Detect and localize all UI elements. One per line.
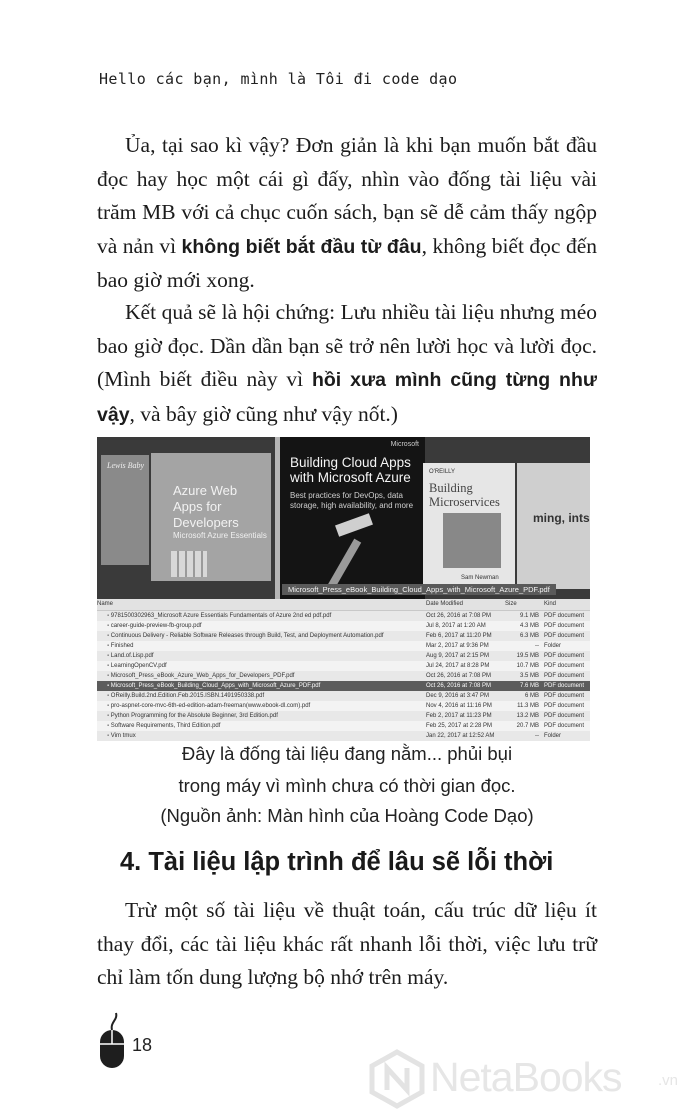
book-4-title: Building Microservices [429,481,500,509]
paragraph-2-bold: hồi xưa mình cũng từng như vậy [97,369,597,426]
computer-mouse-icon [98,1012,126,1070]
file-size: 3.5 MB [519,673,539,679]
hammer-icon [335,513,373,537]
finder-column-header [97,599,590,611]
column-name-header: Name [97,601,114,607]
paragraph-2-text-a: Kết quả sẽ là hội chứng: Lưu nhiều tài liệu nhưng méo bao giờ đọc. Dần dần bạn sẽ trở nên lười học và lười đọc. (Mình biết điều này vì [97,300,597,391]
file-row[interactable] [97,631,590,641]
book-4-publisher: O'REILLY [429,469,456,475]
file-row[interactable] [97,721,590,731]
file-row[interactable] [97,701,590,711]
file-row[interactable] [97,661,590,671]
section-heading: 4. Tài liệu lập trình để lâu sẽ lỗi thời [120,848,554,876]
file-kind: PDF document [544,653,585,659]
file-kind: PDF document [544,623,585,629]
file-size: 4.3 MB [519,623,539,629]
book-3-publisher: Microsoft [390,441,419,448]
finder-file-list [97,599,590,739]
file-date-modified: Jan 22, 2017 at 12:52 AM [426,733,495,739]
book-2-title: Azure Web Apps for Developers [173,483,239,530]
file-size: 9.1 MB [519,613,539,619]
file-size: 19.5 MB [516,653,539,659]
file-name: ▪ Microsoft_Press_eBook_Building_Cloud_Apps_with_Microsoft_Azure_PDF.pdf [107,681,417,691]
file-date-modified: Oct 26, 2016 at 7:08 PM [426,683,492,689]
running-header: Hello các bạn, mình là Tôi đi code dạo [99,70,458,88]
paragraph-1-bold: không biết bắt đầu từ đâu [181,235,422,258]
file-name: ▪ LearningOpenCV.pdf [107,661,417,671]
file-size: -- [535,733,539,739]
paragraph-1-text-b: , không biết đọc đến bao giờ mới xong. [97,233,598,292]
paragraph-1-text-a: Ủa, tại sao kì vậy? Đơn giản là khi bạn muốn bắt đầu đọc hay học một cái gì đấy, nhìn vào đống tài liệu vài trăm MB với cả chục cuốn sách, bạn sẽ dễ cảm thấy ngộp và nản vì [97,133,597,258]
file-row[interactable] [97,641,590,651]
file-kind: PDF document [544,633,585,639]
book-cover-azure-web-apps [151,453,271,581]
file-size: 6.3 MB [519,633,539,639]
file-row[interactable] [97,681,590,691]
netabooks-watermark [368,1046,700,1116]
file-kind: Folder [544,733,562,739]
file-size: 20.7 MB [516,723,539,729]
file-size: 7.6 MB [519,683,539,689]
paragraph-3: Trừ một số tài liệu về thuật toán, cấu trúc dữ liệu ít thay đổi, các tài liệu khác rất nhanh lỗi thời, việc lưu trữ chỉ làm tốn dung lượng bộ nhớ trên máy. [97,898,597,989]
file-date-modified: Mar 2, 2017 at 9:36 PM [426,643,489,649]
book-cover-5 [517,463,590,589]
book-4-author: Sam Newman [461,575,499,581]
file-date-modified: Feb 6, 2017 at 11:20 PM [426,633,492,639]
caption-line-1: Đây là đống tài liệu đang nằm... phủi bụi [181,743,513,764]
paragraph-2-text-b: , và bây giờ cũng như vậy nốt.) [129,401,398,426]
book-cover-1 [101,455,149,565]
file-date-modified: Jul 24, 2017 at 8:28 PM [426,663,490,669]
file-name: ▪ OReilly.Build.2nd.Edition.Feb.2015.ISBN.1491950338.pdf [107,691,417,701]
file-name: ▪ Finished [107,641,417,651]
file-name: ▪ Land.of.Lisp.pdf [107,651,417,661]
book-4-animal-illustration [443,513,501,568]
paragraph-1 [97,129,597,298]
file-row[interactable] [97,671,590,681]
caption-line-2: trong máy vì mình chưa có thời gian đọc. [178,775,516,796]
column-size-header: Size [505,601,517,607]
file-date-modified: Jul 8, 2017 at 1:20 AM [426,623,486,629]
hammer-handle [327,539,361,591]
cubes-illustration [171,551,207,577]
file-kind: Folder [544,643,562,649]
file-date-modified: Dec 9, 2016 at 3:47 PM [426,693,490,699]
file-size: 10.7 MB [516,663,539,669]
file-row[interactable] [97,651,590,661]
file-name: ▪ 9781500302963_Microsoft Azure Essentials Fundamentals of Azure 2nd ed pdf.pdf [107,611,417,621]
file-name: ▪ Continuous Delivery - Reliable Software Releases through Build, Test, and Deployment Automation.pdf [107,631,417,641]
file-name: ▪ Python Programming for the Absolute Beginner, 3rd Edition.pdf [107,711,417,721]
file-size: 6 MB [524,693,539,699]
file-kind: PDF document [544,683,585,689]
file-date-modified: Feb 25, 2017 at 2:28 PM [426,723,493,729]
page-number: 18 [132,1035,153,1055]
netabooks-logo-icon [368,1050,426,1108]
file-row[interactable] [97,711,590,721]
file-date-modified: Oct 26, 2016 at 7:08 PM [426,613,492,619]
file-name: ▪ Vim tmux [107,731,417,741]
column-kind-header: Kind [544,601,557,607]
file-size: -- [535,643,539,649]
file-name: ▪ career-guide-preview-fb-group.pdf [107,621,417,631]
file-size: 13.2 MB [516,713,539,719]
file-name-tooltip: Microsoft_Press_eBook_Building_Cloud_Apps_with_Microsoft_Azure_PDF.pdf [282,584,556,595]
caption-line-3: (Nguồn ảnh: Màn hình của Hoàng Code Dạo) [160,805,534,826]
book-2-subtitle: Microsoft Azure Essentials [173,531,267,540]
screenshot-figure [97,437,590,739]
book-1-title: Lewis Baby [107,461,145,470]
file-date-modified: Oct 26, 2016 at 7:08 PM [426,673,492,679]
file-kind: PDF document [544,613,585,619]
file-row[interactable] [97,621,590,631]
book-cover-building-microservices [423,463,515,589]
book-cover-building-cloud-apps [275,437,425,599]
file-name: ▪ pro-aspnet-core-mvc-6th-ed-edition-adam-freeman(www.ebook-dl.com).pdf [107,701,417,711]
file-date-modified: Aug 9, 2017 at 2:15 PM [426,653,490,659]
file-date-modified: Feb 2, 2017 at 11:23 PM [426,713,492,719]
file-date-modified: Nov 4, 2016 at 11:16 PM [426,703,492,709]
book-3-subtitle: Best practices for DevOps, data storage, high availability, and more [290,491,414,510]
watermark-suffix: .vn [658,1072,679,1089]
file-row[interactable] [97,691,590,701]
file-kind: PDF document [544,663,585,669]
file-kind: PDF document [544,713,585,719]
file-row[interactable] [97,611,590,621]
file-row[interactable] [97,731,590,741]
book-5-title: ming, ints [533,511,590,525]
watermark-text: NetaBooks [430,1054,622,1100]
file-kind: PDF document [544,693,585,699]
file-kind: PDF document [544,703,585,709]
file-kind: PDF document [544,673,585,679]
file-size: 11.3 MB [517,703,539,709]
file-name: ▪ Microsoft_Press_eBook_Azure_Web_Apps_for_Developers_PDF.pdf [107,671,417,681]
book-cover-shelf [97,437,590,599]
column-date-header: Date Modified [426,601,464,607]
paragraph-2 [97,296,597,432]
book-3-title: Building Cloud Apps with Microsoft Azure [290,455,411,485]
file-kind: PDF document [544,723,585,729]
file-name: ▪ Software Requirements, Third Edition.pdf [107,721,417,731]
